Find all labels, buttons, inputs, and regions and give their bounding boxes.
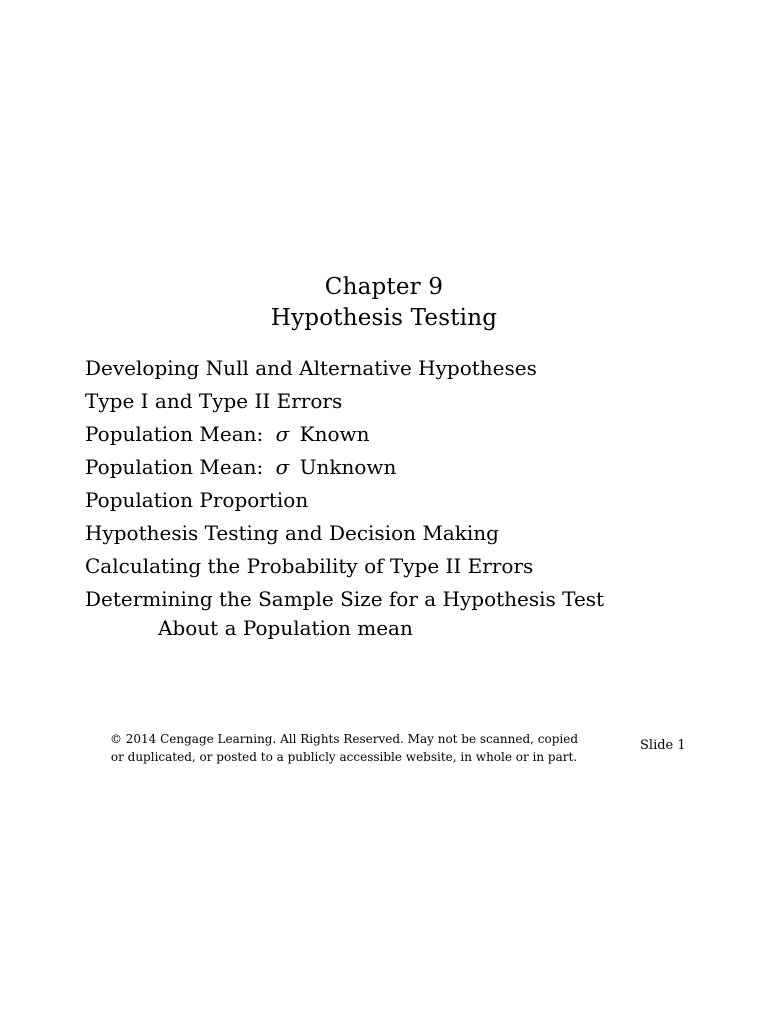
topic-text: Known: [299, 422, 370, 446]
topic-text: Calculating the Probability of Type II Errors: [85, 554, 534, 578]
topic-text: Developing Null and Alternative Hypotheses: [85, 356, 537, 380]
sigma-symbol: σ: [275, 422, 290, 446]
copyright-line: © 2014 Cengage Learning. All Rights Reserved. May not be scanned, copied: [109, 732, 579, 746]
topic-list: [85, 352, 604, 640]
topic-text: Population Mean:: [85, 422, 264, 446]
topic-text-continuation: About a Population mean: [158, 616, 413, 640]
topic-item: [85, 583, 604, 640]
sigma-symbol: σ: [275, 455, 290, 479]
slide-title: Hypothesis Testing: [270, 305, 498, 331]
topic-item: [85, 451, 604, 484]
topic-item: [85, 352, 604, 385]
topic-text: Unknown: [299, 455, 397, 479]
topic-item: [85, 517, 604, 550]
chapter-heading: Chapter 9: [324, 274, 444, 300]
copyright-line: or duplicated, or posted to a publicly accessible website, in whole or in part.: [110, 750, 578, 764]
topic-item: [85, 385, 604, 418]
topic-text: Population Proportion: [85, 488, 309, 512]
topic-text: Population Mean:: [85, 455, 264, 479]
topic-text: Determining the Sample Size for a Hypothesis Test: [85, 587, 605, 611]
slide-number: Slide 1: [640, 738, 686, 753]
topic-text: Type I and Type II Errors: [85, 389, 343, 413]
copyright-notice: [74, 730, 614, 766]
topic-item: [85, 484, 604, 517]
slide-title-block: [0, 272, 768, 334]
topic-item: [85, 550, 604, 583]
topic-text: Hypothesis Testing and Decision Making: [85, 521, 499, 545]
topic-item: [85, 418, 604, 451]
